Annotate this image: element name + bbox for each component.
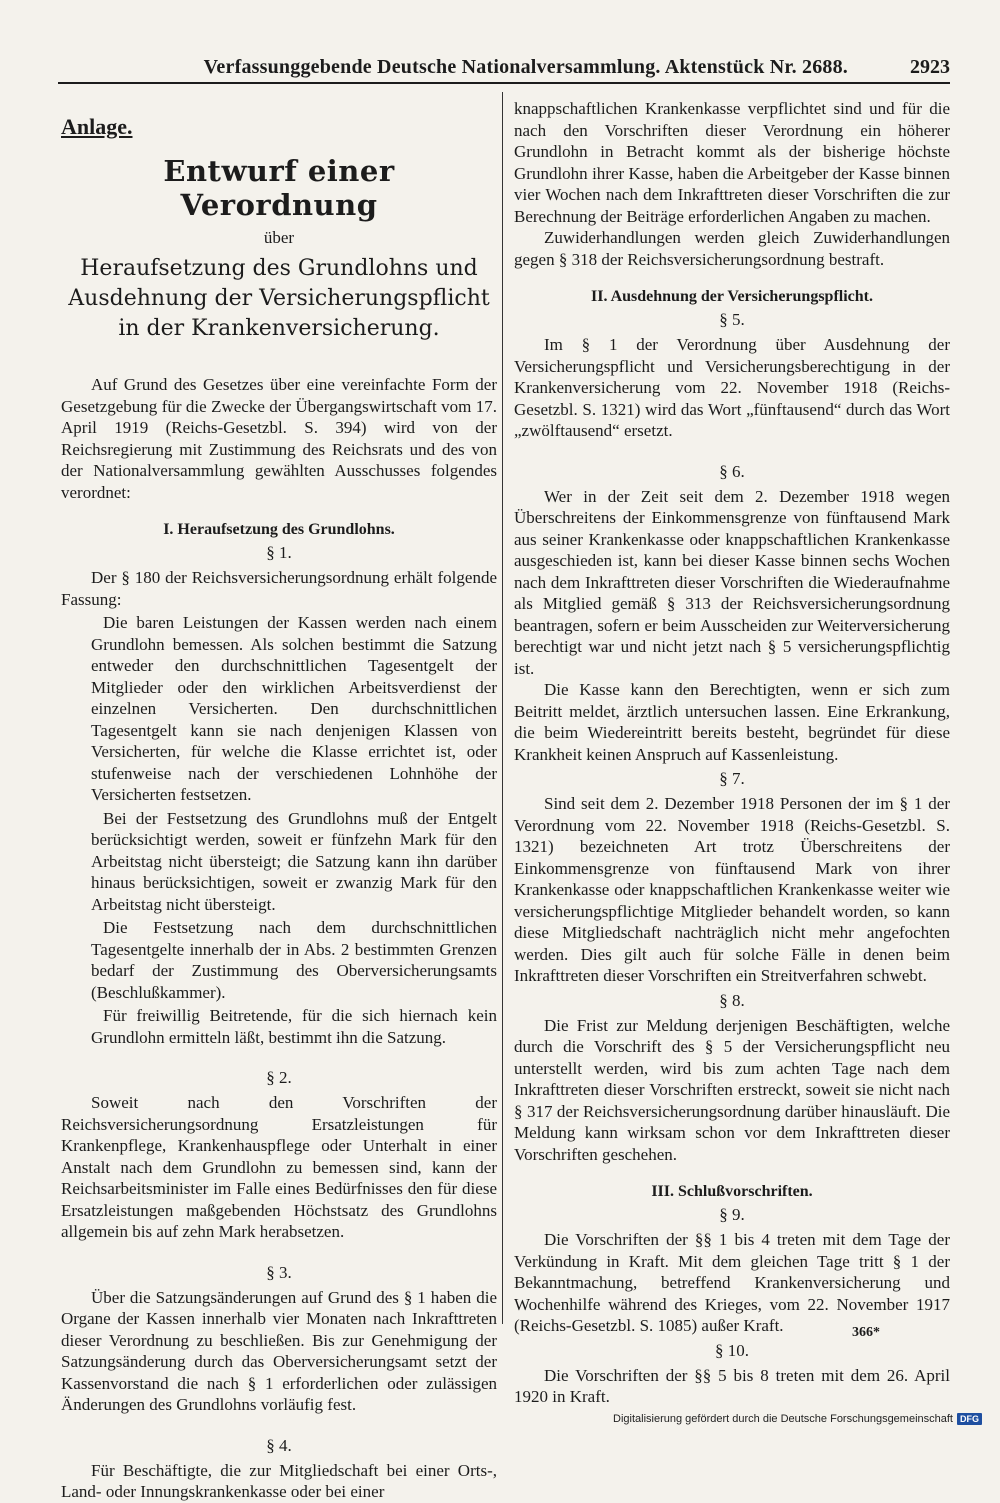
document-subtitle: Heraufsetzung des Grundlohns und Ausdehnung der Versicherungspflicht in der Krankenversicherung. xyxy=(68,256,490,341)
paragraph-number-10: § 10. xyxy=(715,1340,749,1360)
section-heading-3: III. Schlußvorschriften. xyxy=(651,1183,813,1200)
column-divider xyxy=(502,92,503,1324)
paragraph-9-text: Die Vorschriften der §§ 1 bis 4 treten mit dem Tage der Verkündung in Kraft. Mit dem gleichen Tage tritt § 1 der Bekanntmachung, betreffend Krankenversicherung und Wochenhilfe während des Krieges, vom 22. November 1917 (Reichs-Gesetzbl. S. 1085) außer Kraft. xyxy=(514,1230,950,1335)
paragraph-4-continued: knappschaftlichen Krankenkasse verpflichtet sind und für die nach den Vorschriften dieser Verordnung ein höherer Grundlohn in Betracht kommt als der bisherige höchste Grundlohn ihrer Kasse, haben die Arbeitgeber der Kasse binnen vier Wochen nach dem Inkrafttreten dieser Vorschriften die zur Berechnung der Beiträge erforderlichen Angaben zu machen. xyxy=(514,99,950,226)
paragraph-number-2: § 2. xyxy=(266,1068,292,1087)
paragraph-number-4: § 4. xyxy=(266,1435,292,1455)
credit-text: Digitalisierung gefördert durch die Deutsche Forschungsgemeinschaft xyxy=(613,1413,953,1425)
right-column xyxy=(514,98,950,1408)
paragraph-4-text: Für Beschäftigte, die zur Mitgliedschaft bei einer Orts-, Land- oder Innungskrankenkasse oder bei einer xyxy=(61,1460,497,1501)
digitization-credit xyxy=(613,1413,982,1425)
paragraph-6-text: Wer in der Zeit seit dem 2. Dezember 1918 wegen Überschreitens der Einkommensgrenze von fünftausend Mark aus seiner Krankenkasse oder knappschaftlichen Krankenkasse ausgeschieden ist, kann bei dieser Kasse binnen sechs Wochen nach dem Inkrafttreten dieser Vorschriften die Wiederaufnahme als Mitglied gemäß § 313 der Reichsversicherungsordnung beantragen, sofern er beim Ausscheiden zur Weiterversicherung berechtigt war und nicht jetzt nach § 5 versicherungspflichtig ist. xyxy=(514,486,950,678)
paragraph-2-text: Soweit nach den Vorschriften der Reichsversicherungsordnung Ersatzleistungen für Krankenpflege, Krankenhauspflege oder Unterhalt in einer Anstalt nach dem Grundlohn zu bemessen sind, kann der Reichsarbeitsminister im Falle eines Bedürfnisses den für diese Ersatzleistungen maßgebenden Höchstsatz des Grundlohns allgemein bis auf zehn Mark herabsetzen. xyxy=(61,1093,497,1241)
signature-mark: 366* xyxy=(852,1325,880,1340)
paragraph-number-3: § 3. xyxy=(266,1262,292,1282)
paragraph-number-5: § 5. xyxy=(719,310,745,329)
paragraph-1-intro: Der § 180 der Reichsversicherungsordnung erhält folgende Fassung: xyxy=(61,568,497,609)
title-connector: über xyxy=(263,228,295,247)
paragraph-1-sub-4: Für freiwillig Beitretende, für die sich hiernach kein Grundlohn ermitteln läßt, bestimmt ihn die Satzung. xyxy=(91,1006,497,1047)
paragraph-7-text: Sind seit dem 2. Dezember 1918 Personen der im § 1 der Verordnung vom 22. November 1918 (Reichs-Gesetzbl. S. 1321) bezeichneten Art trotz Überschreitens der Einkommensgrenze von fünftausend Mark von ihrer Krankenkasse oder knappschaftlichen Krankenkasse weiter wie versicherungspflichtige Mitglieder behandelt worden, so kann diese Mitgliedschaft nachträglich nicht mehr angefochten werden. Dies gilt auch für solche Fälle in denen beim Inkrafttreten dieser Vorschriften ein Streitverfahren schwebt. xyxy=(514,794,950,985)
section-heading-1: I. Heraufsetzung des Grundlohns. xyxy=(163,521,395,538)
page-header xyxy=(58,54,950,84)
header-title: Verfassunggebende Deutsche Nationalversammlung. Aktenstück Nr. 2688. xyxy=(203,56,848,78)
section-heading-2: II. Ausdehnung der Versicherungspflicht. xyxy=(591,288,873,305)
paragraph-number-6: § 6. xyxy=(719,461,745,481)
paragraph-1-sub-3: Die Festsetzung nach dem durchschnittlichen Tagesentgelte innerhalb der in Abs. 2 bestimmten Grenzen bedarf der Zustimmung des Oberversicherungsamts (Beschlußkammer). xyxy=(91,918,497,1002)
preamble: Auf Grund des Gesetzes über eine vereinfachte Form der Gesetzgebung für die Zwecke der Übergangswirtschaft vom 17. April 1919 (Reichs-Gesetzbl. S. 394) wird von der Reichsregierung mit Zustimmung des Reichsrats und des von der Nationalversammlung gewählten Ausschusses folgendes verordnet: xyxy=(61,375,497,502)
paragraph-number-1: § 1. xyxy=(266,543,292,562)
paragraph-number-8: § 8. xyxy=(719,990,745,1010)
paragraph-number-9: § 9. xyxy=(719,1205,745,1224)
paragraph-10-text: Die Vorschriften der §§ 5 bis 8 treten mit dem 26. April 1920 in Kraft. xyxy=(514,1365,950,1406)
paragraph-8-text: Die Frist zur Meldung derjenigen Beschäftigten, welche durch die Vorschrift des § 5 der Versicherungspflicht neu unterstellt werden, wird bis zum achten Tage nach dem Inkrafttreten dieser Vorschriften erstreckt, soweit sie nicht nach § 317 der Reichsversicherungsordnung darüber hinausläuft. Die Meldung kann wirksam schon vor dem Inkrafttreten dieser Vorschriften geschehen. xyxy=(514,1015,950,1164)
header-page-number: 2923 xyxy=(910,56,950,78)
paragraph-1-sub-1: Die baren Leistungen der Kassen werden nach einem Grundlohn bemessen. Als solchen bestimmt die Satzung entweder den durchschnittlichen Tagesentgelt der Mitglieder oder den wirklichen Arbeitsverdienst der einzelnen Versicherten. Den durchschnittlichen Tagesentgelt kann sie nach denjenigen Klassen von Versicherten, für welche die Klasse errichtet ist, oder stufenweise nach der verschiedenen Lohnhöhe der Versicherten festsetzen. xyxy=(91,613,497,804)
document-title: Entwurf einer Verordnung xyxy=(163,154,395,222)
paragraph-1-sub-2: Bei der Festsetzung des Grundlohns muß der Entgelt berücksichtigt werden, soweit er fünfzehn Mark für den Arbeitstag nicht übersteigt; die Satzung kann ihn darüber hinaus berücksichtigen, soweit er zwanzig Mark für den Arbeitstag nicht übersteigt. xyxy=(91,808,497,914)
dfg-logo-icon: DFG xyxy=(957,1413,982,1425)
paragraph-3-text: Über die Satzungsänderungen auf Grund des § 1 haben die Organe der Kassen innerhalb vier Monaten nach Inkrafttreten dieser Verordnung zu beschließen. Bis zur Genehmigung der Satzungsänderung durch das Oberversicherungsamt setzt der Kassenvorstand die nach § 1 erforderlichen oder zulässigen Änderungen des Grundlohns vorläufig fest. xyxy=(61,1287,497,1414)
left-column xyxy=(61,98,497,1503)
paragraph-number-7: § 7. xyxy=(719,769,745,788)
paragraph-6-text-2: Die Kasse kann den Berechtigten, wenn er sich zum Beitritt meldet, ärztlich untersuchen lassen. Eine Erkrankung, die beim Wiedereintritt bereits besteht, begründet für diese Krankheit keinen Anspruch auf Kassenleistung. xyxy=(514,680,950,764)
paragraph-4-penalty: Zuwiderhandlungen werden gleich Zuwiderhandlungen gegen § 318 der Reichsversicherungsordnung bestraft. xyxy=(514,228,950,269)
anlage-label: Anlage. xyxy=(61,114,133,139)
paragraph-5-text: Im § 1 der Verordnung über Ausdehnung der Versicherungspflicht und Versicherungsberechtigung in der Krankenversicherung vom 22. November 1918 (Reichs-Gesetzbl. S. 1321) wird das Wort „fünftausend“ durch das Wort „zwölftausend“ ersetzt. xyxy=(514,335,950,440)
